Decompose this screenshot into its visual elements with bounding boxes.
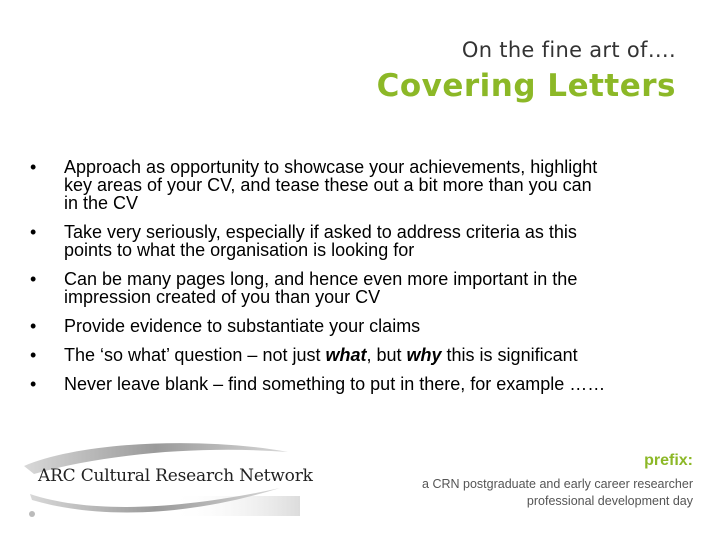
logo-dot [29, 511, 35, 517]
bullet-text-part: The ‘so what’ question – not just [64, 345, 326, 365]
bullet-text: Never leave blank – find something to put in there, for example …… [64, 374, 606, 394]
prefix-label: prefix: [644, 452, 693, 469]
bullet-text: Approach as opportunity to showcase your achievements, highlight key areas of your CV, and tease these out a bit more than you can in the CV [64, 157, 598, 213]
bullet-text: Take very seriously, especially if asked to address criteria as this points to what the organisation is looking for [64, 222, 577, 260]
footer-block [422, 452, 693, 510]
slide-title-block [377, 38, 676, 104]
bullet-text: Provide evidence to substantiate your claims [64, 316, 421, 336]
bullet-item [30, 223, 690, 259]
footer-line: professional development day [526, 494, 693, 508]
bullet-text [64, 345, 578, 365]
bullet-item [30, 317, 690, 335]
logo-text: ARC Cultural Research Network [38, 466, 313, 486]
bullet-dot-icon: • [30, 157, 37, 177]
emphasis-what: what [325, 345, 367, 365]
bullet-dot-icon: • [30, 374, 37, 394]
emphasis-why: why [406, 345, 442, 365]
footer-line: a CRN postgraduate and early career researcher [422, 477, 693, 491]
bullet-dot-icon: • [30, 222, 37, 242]
bullet-item [30, 158, 690, 212]
bullet-item [30, 270, 690, 306]
bullet-item [30, 375, 690, 393]
bullet-text-part: , but [366, 345, 407, 365]
bullet-dot-icon: • [30, 316, 37, 336]
footer-description [422, 476, 693, 510]
slide-title: Covering Letters [376, 68, 676, 104]
slide-pretitle: On the fine art of…. [461, 38, 676, 62]
bullet-text-part: this is significant [441, 345, 578, 365]
bullet-dot-icon: • [30, 269, 37, 289]
bullet-item [30, 346, 690, 364]
bullet-dot-icon: • [30, 345, 37, 365]
bullet-text: Can be many pages long, and hence even more important in the impression created of you than your CV [64, 269, 578, 307]
bullet-list [30, 158, 690, 404]
